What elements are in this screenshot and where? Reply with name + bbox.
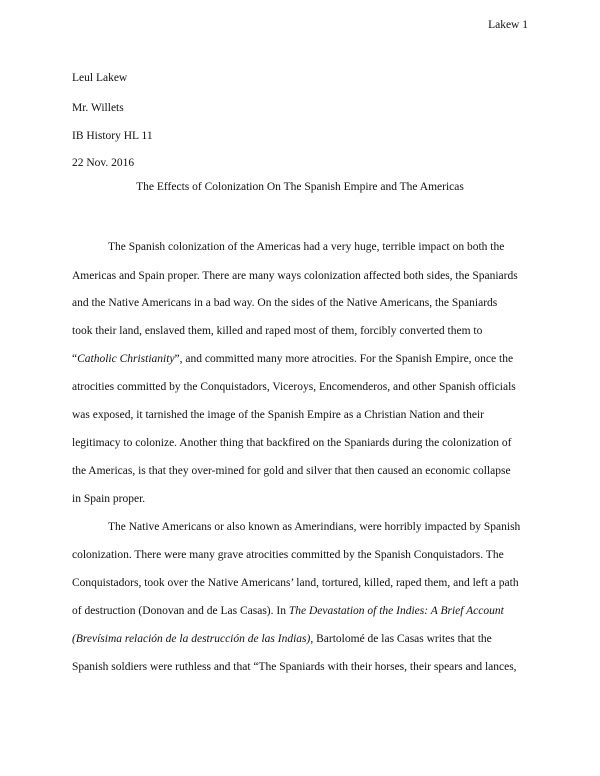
paragraph2-line: The Native Americans or also known as Amerindians, were horribly impacted by Spanish (108, 521, 521, 533)
line-rest: ”, and committed many more atrocities. For the Spanish Empire, once the (174, 353, 514, 365)
italic-term: Catholic Christianity (77, 353, 175, 365)
paragraph1-line: was exposed, it tarnished the image of the Spanish Empire as a Christian Nation and their (72, 409, 484, 421)
paragraph2-line: colonization. There were many grave atrocities committed by the Spanish Conquistadors. The (72, 549, 504, 561)
line-start: of destruction (Donovan and de Las Casas). In (72, 605, 289, 617)
paragraph2-line: Spanish soldiers were ruthless and that “The Spaniards with their horses, their spears and lances, (72, 661, 517, 673)
paragraph1-line: atrocities committed by the Conquistadors, Viceroys, Encomenderos, and other Spanish officials (72, 381, 516, 393)
paragraph1-line: The Spanish colonization of the Americas had a very huge, terrible impact on both the (108, 241, 505, 253)
paragraph1-line: and the Native Americans in a bad way. On the sides of the Native Americans, the Spaniards (72, 297, 498, 309)
student-name: Leul Lakew (72, 72, 128, 84)
paragraph1-line: the Americas, is that they over-mined for gold and silver that then caused an economic collapse (72, 465, 511, 477)
book-title-spanish: (Brevísima relación de la destrucción de las Indias) (72, 633, 311, 645)
quote-open: “ (72, 353, 78, 365)
running-head: Lakew 1 (488, 19, 528, 31)
paragraph2-line: Conquistadors, took over the Native Americans’ land, tortured, killed, raped them, and left a path (72, 577, 519, 589)
course-name: IB History HL 11 (72, 130, 153, 142)
paragraph1-line: legitimacy to colonize. Another thing that backfired on the Spaniards during the colonization of (72, 437, 512, 449)
book-title: The Devastation of the Indies: A Brief Account (288, 605, 504, 617)
teacher-name: Mr. Willets (72, 102, 124, 114)
line-rest: , Bartolomé de las Casas writes that the (310, 633, 492, 645)
paragraph1-line (72, 352, 532, 366)
paragraph2-line (72, 632, 532, 646)
paragraph2-line (72, 604, 532, 618)
date: 22 Nov. 2016 (72, 157, 135, 169)
essay-title: The Effects of Colonization On The Spanish Empire and The Americas (136, 181, 464, 193)
paragraph1-line: Americas and Spain proper. There are many ways colonization affected both sides, the Spaniards (72, 270, 518, 282)
paragraph1-line: in Spain proper. (72, 493, 146, 505)
paragraph1-line: took their land, enslaved them, killed and raped most of them, forcibly converted them to (72, 325, 483, 337)
